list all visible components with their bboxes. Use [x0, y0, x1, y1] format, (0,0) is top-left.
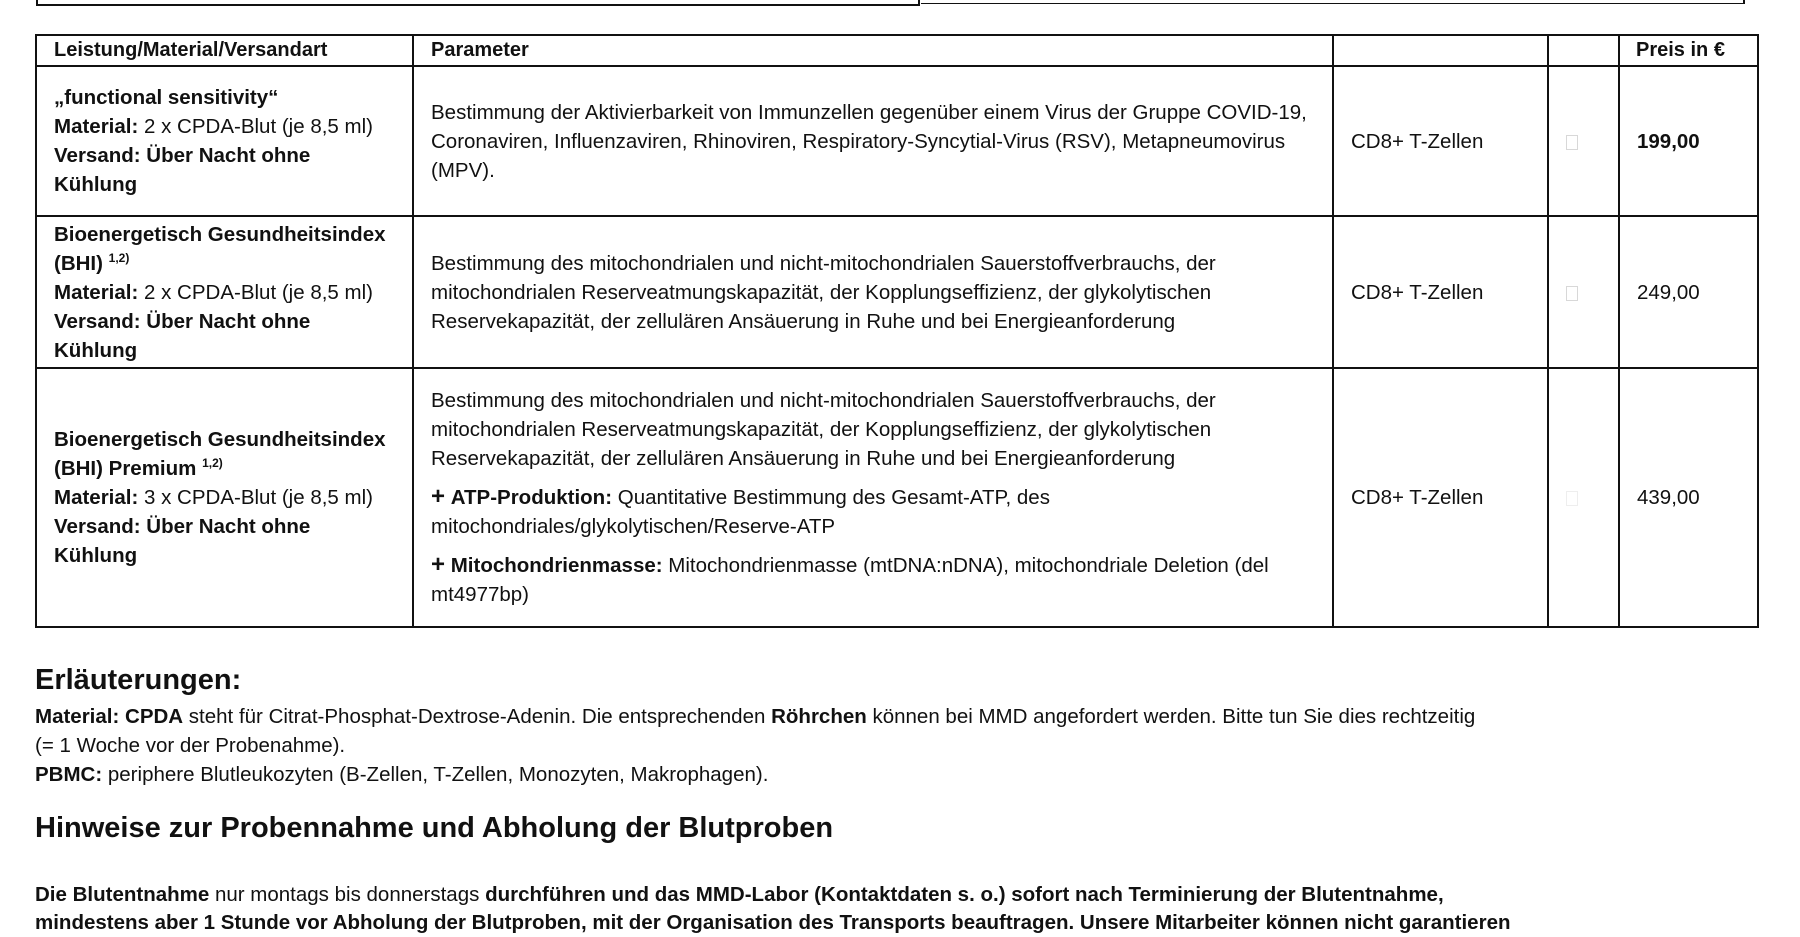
mito-paragraph — [431, 550, 1315, 609]
select-checkbox[interactable] — [1566, 286, 1578, 301]
hints-text-b: nur montags bis donnerstags — [209, 883, 486, 906]
service-cell — [36, 368, 413, 627]
parameter-text: Bestimmung des mitochondrialen und nicht-mitochondrialen Sauerstoffverbrauchs, der mitochondrialen Reserveatmungskapazität, der Kopplungseffizienz, der glykolytischen Reservekapazität, der zellulären Ansäuerung in Ruhe und bei Energieanforderung — [431, 389, 1216, 470]
service-title: Bioenergetisch Gesundheitsindex (BHI) Premium — [54, 428, 386, 480]
service-title: Bioenergetisch Gesundheitsindex (BHI) — [54, 222, 386, 275]
service-title: „functional sensitivity“ — [54, 86, 279, 109]
parameter-text: Bestimmung des mitochondrialen und nicht-mitochondrialen Sauerstoffverbrauchs, der mitochondrialen Reserveatmungskapazität, der Kopplungseffizienz, der glykolytischen Reservekapazität, der zellulären Ansäuerung in Ruhe und bei Energieanforderung — [431, 251, 1216, 333]
top-form-fields-edge — [36, 0, 1752, 5]
cells-cell: CD8+ T-Zellen — [1333, 216, 1548, 368]
parameter-cell — [413, 66, 1333, 216]
service-cell — [36, 216, 413, 368]
shipping-label: Versand: — [54, 309, 141, 333]
atp-label: ATP-Produktion: — [450, 486, 613, 509]
pbmc-label: PBMC: — [35, 763, 103, 786]
parameter-cell — [413, 368, 1333, 627]
price-cell: 439,00 — [1619, 368, 1758, 627]
plus-icon: + — [431, 483, 446, 510]
footnote-ref: 1,2) — [108, 250, 130, 265]
shipping-label: Versand: — [54, 144, 141, 167]
cells-cell: CD8+ T-Zellen — [1333, 368, 1548, 627]
form-field-line-right — [921, 3, 1745, 4]
atp-paragraph — [431, 482, 1315, 541]
explanations-heading: Erläuterungen: — [35, 664, 242, 696]
hints-line — [35, 880, 1444, 909]
form-field-edge-right — [1743, 0, 1745, 3]
material-label: Material: — [54, 115, 139, 138]
select-checkbox[interactable] — [1566, 135, 1578, 150]
price-table — [35, 34, 1759, 628]
header-service: Leistung/Material/Versandart — [36, 35, 413, 66]
table-row — [36, 66, 1758, 216]
header-cells — [1333, 35, 1548, 66]
material-value: 3 x CPDA-Blut (je 8,5 ml) — [138, 486, 373, 509]
select-cell — [1548, 66, 1619, 216]
material-label: Material: — [35, 705, 120, 728]
pbmc-text: periphere Blutleukozyten (B-Zellen, T-Zellen, Monozyten, Makrophagen). — [102, 763, 769, 786]
header-select — [1548, 35, 1619, 66]
service-cell — [36, 66, 413, 216]
material-text: steht für Citrat-Phosphat-Dextrose-Adenin. Die entsprechenden — [183, 705, 772, 728]
cpda-label: CPDA — [125, 705, 184, 728]
shipping-label: Versand: — [54, 515, 141, 538]
price-cell: 199,00 — [1619, 66, 1758, 216]
header-price: Preis in € — [1619, 35, 1758, 66]
parameter-cell — [413, 216, 1333, 368]
select-checkbox[interactable] — [1566, 491, 1578, 506]
hints-bold-a: Die Blutentnahme — [35, 883, 210, 906]
shipping-value: Über Nacht ohne Kühlung — [54, 515, 311, 567]
mito-label: Mitochondrienmasse: — [450, 554, 663, 577]
table-row — [36, 368, 1758, 627]
hints-bold-c: durchführen und das MMD-Labor (Kontaktdaten s. o.) sofort nach Terminierung der Blutentnahme, — [485, 883, 1444, 906]
select-cell — [1548, 216, 1619, 368]
roehrchen-label: Röhrchen — [771, 705, 867, 728]
explanation-material-note: (= 1 Woche vor der Probenahme). — [35, 734, 346, 757]
select-cell — [1548, 368, 1619, 627]
plus-icon: + — [431, 551, 446, 578]
shipping-value: Über Nacht ohne Kühlung — [54, 309, 311, 362]
header-parameter: Parameter — [413, 35, 1333, 66]
explanation-material — [35, 702, 1475, 731]
material-value: 2 x CPDA-Blut (je 8,5 ml) — [138, 280, 373, 304]
hints-heading: Hinweise zur Probennahme und Abholung der Blutproben — [35, 812, 834, 844]
material-value: 2 x CPDA-Blut (je 8,5 ml) — [138, 115, 373, 138]
table-header-row — [36, 35, 1758, 66]
form-field-box-left[interactable] — [36, 0, 920, 6]
material-text-cont: können bei MMD angefordert werden. Bitte tun Sie dies rechtzeitig — [866, 705, 1476, 728]
explanation-pbmc — [35, 760, 768, 789]
price-cell: 249,00 — [1619, 216, 1758, 368]
parameter-text: Bestimmung der Aktivierbarkeit von Immunzellen gegenüber einem Virus der Gruppe COVID-19, Coronaviren, Influenzaviren, Rhinoviren, Respiratory-Syncytial-Virus (RSV), Metapneumovirus (MPV). — [431, 100, 1307, 182]
table-row — [36, 216, 1758, 368]
hints-line-cut: mindestens aber 1 Stunde vor Abholung der Blutproben, mit der Organisation des Transports beauftragen. Unsere Mitarbeiter können nicht garantieren — [35, 911, 1511, 934]
material-label: Material: — [54, 280, 139, 304]
mito-text: Mitochondrienmasse (mtDNA:nDNA), mitochondriale Deletion (del mt4977bp) — [431, 554, 1269, 606]
shipping-value: Über Nacht ohne Kühlung — [54, 144, 311, 196]
footnote-ref: 1,2) — [202, 456, 223, 470]
material-label: Material: — [54, 486, 139, 509]
cells-cell: CD8+ T-Zellen — [1333, 66, 1548, 216]
atp-text: Quantitative Bestimmung des Gesamt-ATP, des mitochondriales/glykolytischen/Reserve-ATP — [431, 486, 1050, 538]
